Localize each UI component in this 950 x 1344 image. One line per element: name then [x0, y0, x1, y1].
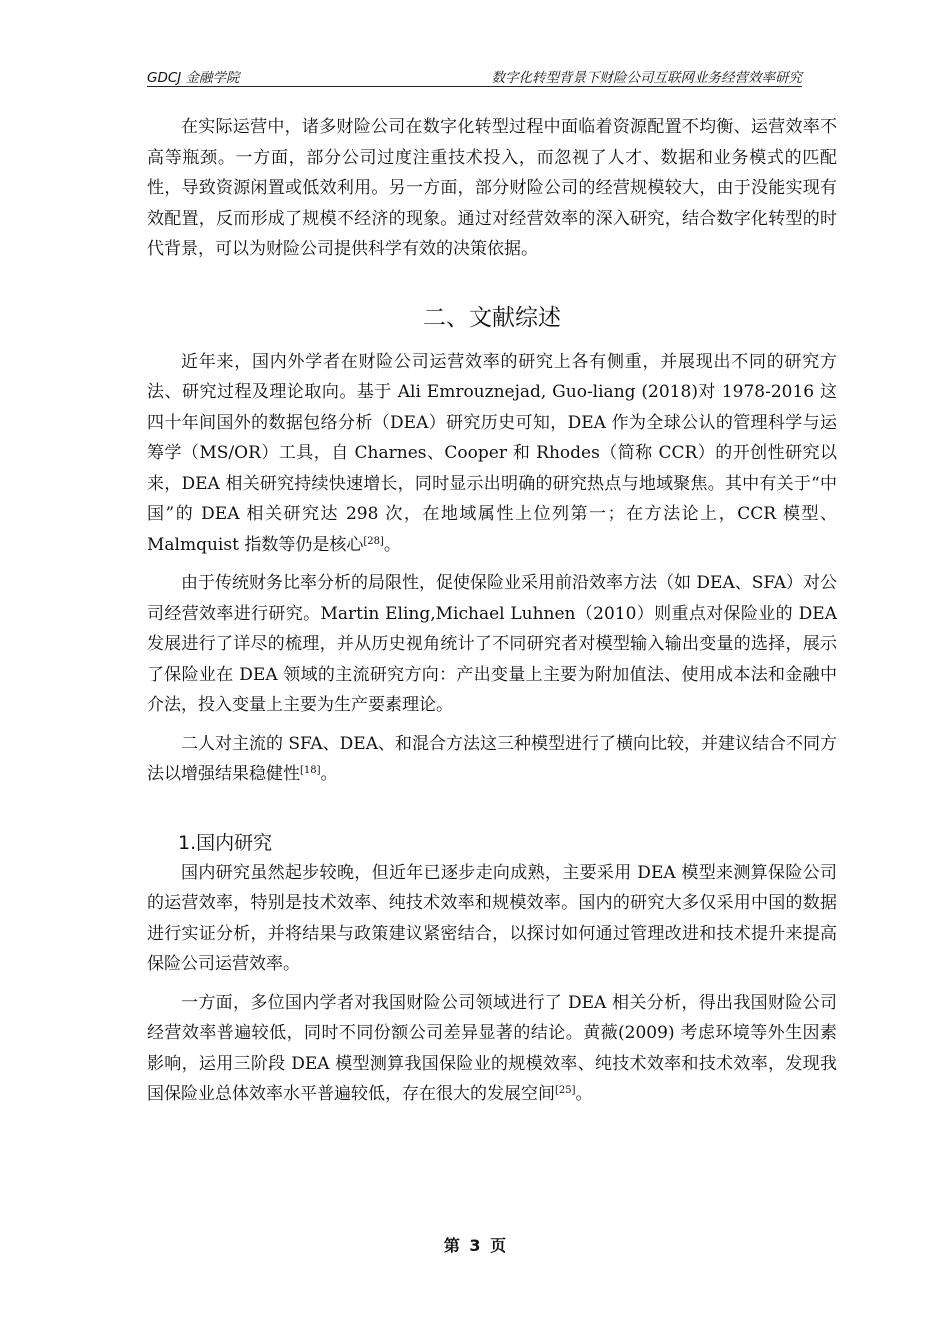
citation: [28] [363, 535, 384, 547]
paragraph-end: 。 [320, 764, 338, 784]
citation: [18] [300, 765, 321, 776]
paragraph-literature-3 [147, 729, 837, 790]
subsection-title: 1.国内研究 [178, 831, 273, 854]
paragraph-domestic-2 [147, 988, 837, 1110]
paragraph-literature-2: 由于传统财务比率分析的局限性，促使保险业采用前沿效率方法（如 DEA、SFA）对公司经营效率进行研究。Martin Eling,Michael Luhnen（2010）则重点对保险业的 DEA 发展进行了详尽的梳理，并从历史视角统计了不同研究者对模型输入输出变量的选择，展示了保险业在 DEA 领域的主流研究方向：产出变量上主要为附加值法、使用成本法和金融中介法，投入变量上主要为生产要素理论。 [147, 573, 837, 715]
paragraph-domestic-1: 国内研究虽然起步较晚，但近年已逐步走向成熟，主要采用 DEA 模型来测算保险公司的运营效率，特别是技术效率、纯技术效率和规模效率。国内的研究大多仅采用中国的数据进行实证分析，并将结果与政策建议紧密结合，以探讨如何通过管理改进和技术提升来提高保险公司运营效率。 [147, 862, 837, 974]
header-paper-title: 数字化转型背景下财险公司互联网业务经营效率研究 [491, 70, 802, 86]
header-institution: GDCJ 金融学院 [147, 70, 240, 86]
page-number-prefix: 第 [443, 1236, 460, 1255]
page-number [0, 1233, 950, 1256]
paragraph-intro: 在实际运营中，诸多财险公司在数字化转型过程中面临着资源配置不均衡、运营效率不高等瓶颈。一方面，部分公司过度注重技术投入，而忽视了人才、数据和业务模式的匹配性，导致资源闲置或低效利用。另一方面，部分财险公司的经营规模较大，由于没能实现有效配置，反而形成了规模不经济的现象。通过对经营效率的深入研究，结合数字化转型的时代背景，可以为财险公司提供科学有效的决策依据。 [147, 117, 837, 259]
citation: [25] [555, 1085, 576, 1096]
page-number-suffix: 页 [490, 1236, 507, 1255]
page-header [147, 64, 802, 87]
paragraph-text: 一方面，多位国内学者对我国财险公司领域进行了 DEA 相关分析，得出我国财险公司经营效率普遍较低，同时不同份额公司差异显著的结论。黄薇(2009) 考虑环境等外生因素影响，运用三阶段 DEA 模型测算我国保险业的规模效率、纯技术效率和技术效率，发现我国保险业总体效率水平普遍较低，存在很大的发展空间 [147, 992, 837, 1104]
paragraph-text: 二人对主流的 SFA、DEA、和混合方法这三种模型进行了横向比较，并建议结合不同方法以增强结果稳健性 [147, 733, 837, 784]
page-content [147, 112, 837, 1110]
paragraph-end: 。 [383, 534, 401, 555]
page-number-value: 3 [469, 1236, 481, 1255]
paragraph-end: 。 [575, 1084, 593, 1104]
section-title: 二、文献综述 [423, 304, 561, 331]
paragraph-text: 近年来，国内外学者在财险公司运营效率的研究上各有侧重，并展现出不同的研究方法、研究过程及理论取向。基于 Ali Emrouznejad, Guo-liang (2018)对 1978-2016 这四十年间国外的数据包络分析（DEA）研究历史可知，DEA 作为全球公认的管理科学与运筹学（MS/OR）工具，自 Charnes、Cooper 和 Rhodes（简称 CCR）的开创性研究以来，DEA 相关研究持续快速增长，同时显示出明确的研究热点与地域聚焦。其中有关于“中国”的 DEA 相关研究达 298 次，在地域属性上位列第一；在方法论上，CCR 模型、Malmquist 指数等仍是核心 [147, 351, 837, 555]
paragraph-literature-1 [147, 347, 837, 561]
